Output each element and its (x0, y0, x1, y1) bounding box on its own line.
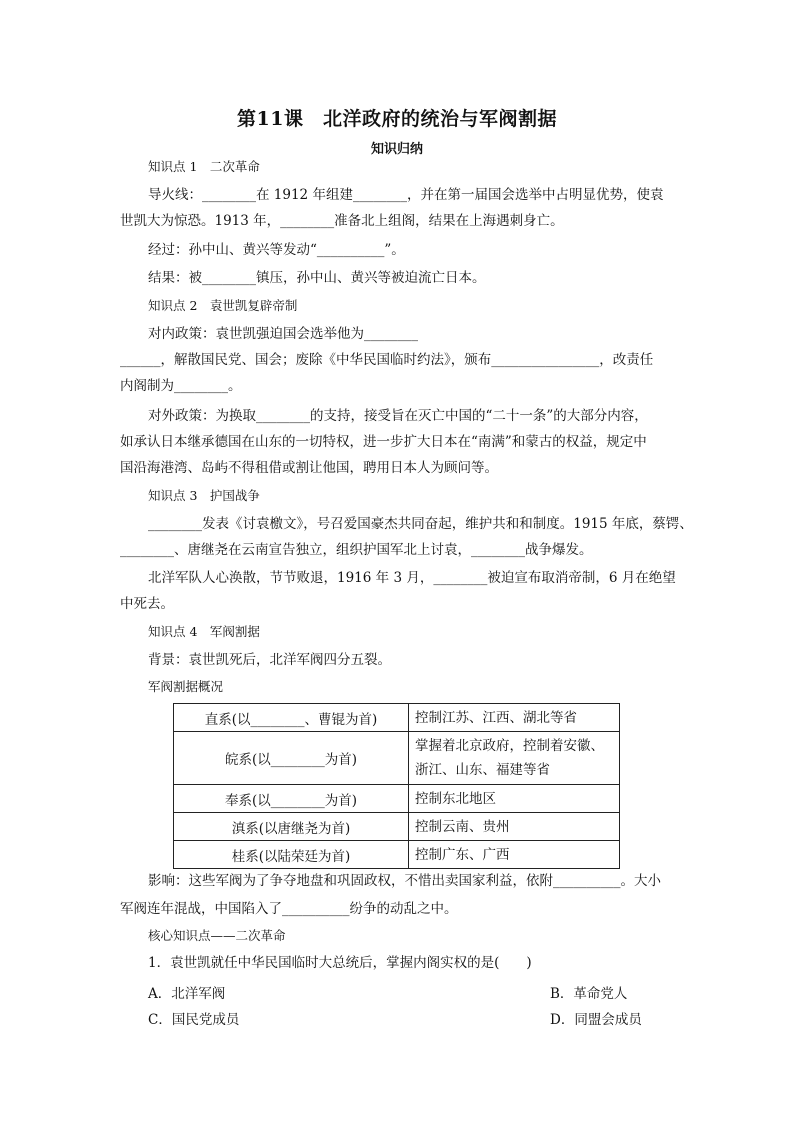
kp3-line4: 中死去。 (120, 596, 174, 612)
control-cell: 控制广东、广西 (409, 841, 620, 869)
table-row (174, 841, 620, 869)
impact-line2: 军阀连年混战，中国陷入了__________纷争的动乱之中。 (120, 901, 458, 917)
control-cell: 控制江苏、江西、湖北等省 (409, 704, 620, 732)
core-heading: 核心知识点——二次革命 (148, 928, 286, 943)
faction-cell: 滇系(以唐继尧为首) (174, 813, 409, 841)
kp2-heading: 知识点 2 袁世凯复辟帝制 (148, 298, 298, 313)
table-caption: 军阀割据概况 (148, 679, 224, 694)
question-text: 1．袁世凯就任中华民国临时大总统后，掌握内阁实权的是( ) (148, 955, 532, 971)
control-cell-line2: 浙江、山东、福建等省 (415, 762, 550, 778)
option-c[interactable]: C．国民党成员 (148, 1012, 240, 1028)
impact-line1: 影响：这些军阀为了争夺地盘和巩固政权，不惜出卖国家利益，依附__________。大小 (148, 873, 661, 889)
kp1-line2: 世凯大为惊恐。1913 年，________准备北上组阁，结果在上海遇刺身亡。 (120, 213, 564, 229)
kp1-heading: 知识点 1 二次革命 (148, 159, 260, 174)
option-a[interactable]: A．北洋军阀 (148, 986, 226, 1002)
faction-cell: 皖系(以________为首) (174, 732, 409, 785)
kp3-line3: 北洋军队人心涣散，节节败退，1916 年 3 月，________被迫宣布取消帝制，6 月在绝望 (148, 570, 676, 586)
kp2-line2: ______，解散国民党、国会；废除《中华民国临时约法》，颁布________________，改责任 (120, 352, 654, 368)
kp2-line3: 内阁制为________。 (120, 378, 242, 394)
faction-cell: 桂系(以陆荣廷为首) (174, 841, 409, 869)
table-row (174, 785, 620, 813)
control-cell-line1: 掌握着北京政府，控制着安徽、 (415, 738, 604, 754)
kp4-heading: 知识点 4 军阀割据 (148, 624, 260, 639)
control-cell: 控制云南、贵州 (409, 813, 620, 841)
table-row (174, 704, 620, 732)
kp2-line1: 对内政策：袁世凯强迫国会选举他为________ (148, 326, 418, 342)
warlord-table (173, 703, 620, 869)
faction-cell: 直系(以________、曹锟为首) (174, 704, 409, 732)
option-b[interactable]: B．革命党人 (550, 986, 628, 1002)
table-row (174, 813, 620, 841)
option-d[interactable]: D．同盟会成员 (550, 1012, 642, 1028)
kp2-line5: 如承认日本继承德国在山东的一切特权，进一步扩大日本在“南满”和蒙古的权益，规定中 (120, 434, 647, 450)
kp2-line4: 对外政策：为换取________的支持，接受旨在灭亡中国的“二十一条”的大部分内容， (148, 408, 648, 424)
kp2-line6: 国沿海港湾、岛屿不得租借或割让他国，聘用日本人为顾问等。 (120, 460, 498, 476)
kp1-line3: 经过：孙中山、黄兴等发动“__________”。 (148, 242, 405, 258)
control-cell (409, 732, 620, 785)
kp3-line2: ________、唐继尧在云南宣告独立，组织护国军北上讨袁，________战争爆发。 (120, 542, 593, 558)
kp1-line4: 结果：被________镇压，孙中山、黄兴等被迫流亡日本。 (148, 270, 486, 286)
section-subtitle: 知识归纳 (370, 142, 423, 157)
control-cell: 控制东北地区 (409, 785, 620, 813)
lesson-title: 第11课 北洋政府的统治与军阀割据 (237, 108, 557, 130)
kp3-heading: 知识点 3 护国战争 (148, 488, 260, 503)
kp1-line1: 导火线：________在 1912 年组建________，并在第一届国会选举中占明显优势，使袁 (148, 187, 664, 203)
faction-cell: 奉系(以________为首) (174, 785, 409, 813)
kp3-line1: ________发表《讨袁檄文》，号召爱国豪杰共同奋起，维护共和和制度。1915 年底，蔡锷、 (148, 516, 693, 532)
table-row (174, 732, 620, 785)
kp4-background: 背景：袁世凯死后，北洋军阀四分五裂。 (148, 652, 391, 668)
